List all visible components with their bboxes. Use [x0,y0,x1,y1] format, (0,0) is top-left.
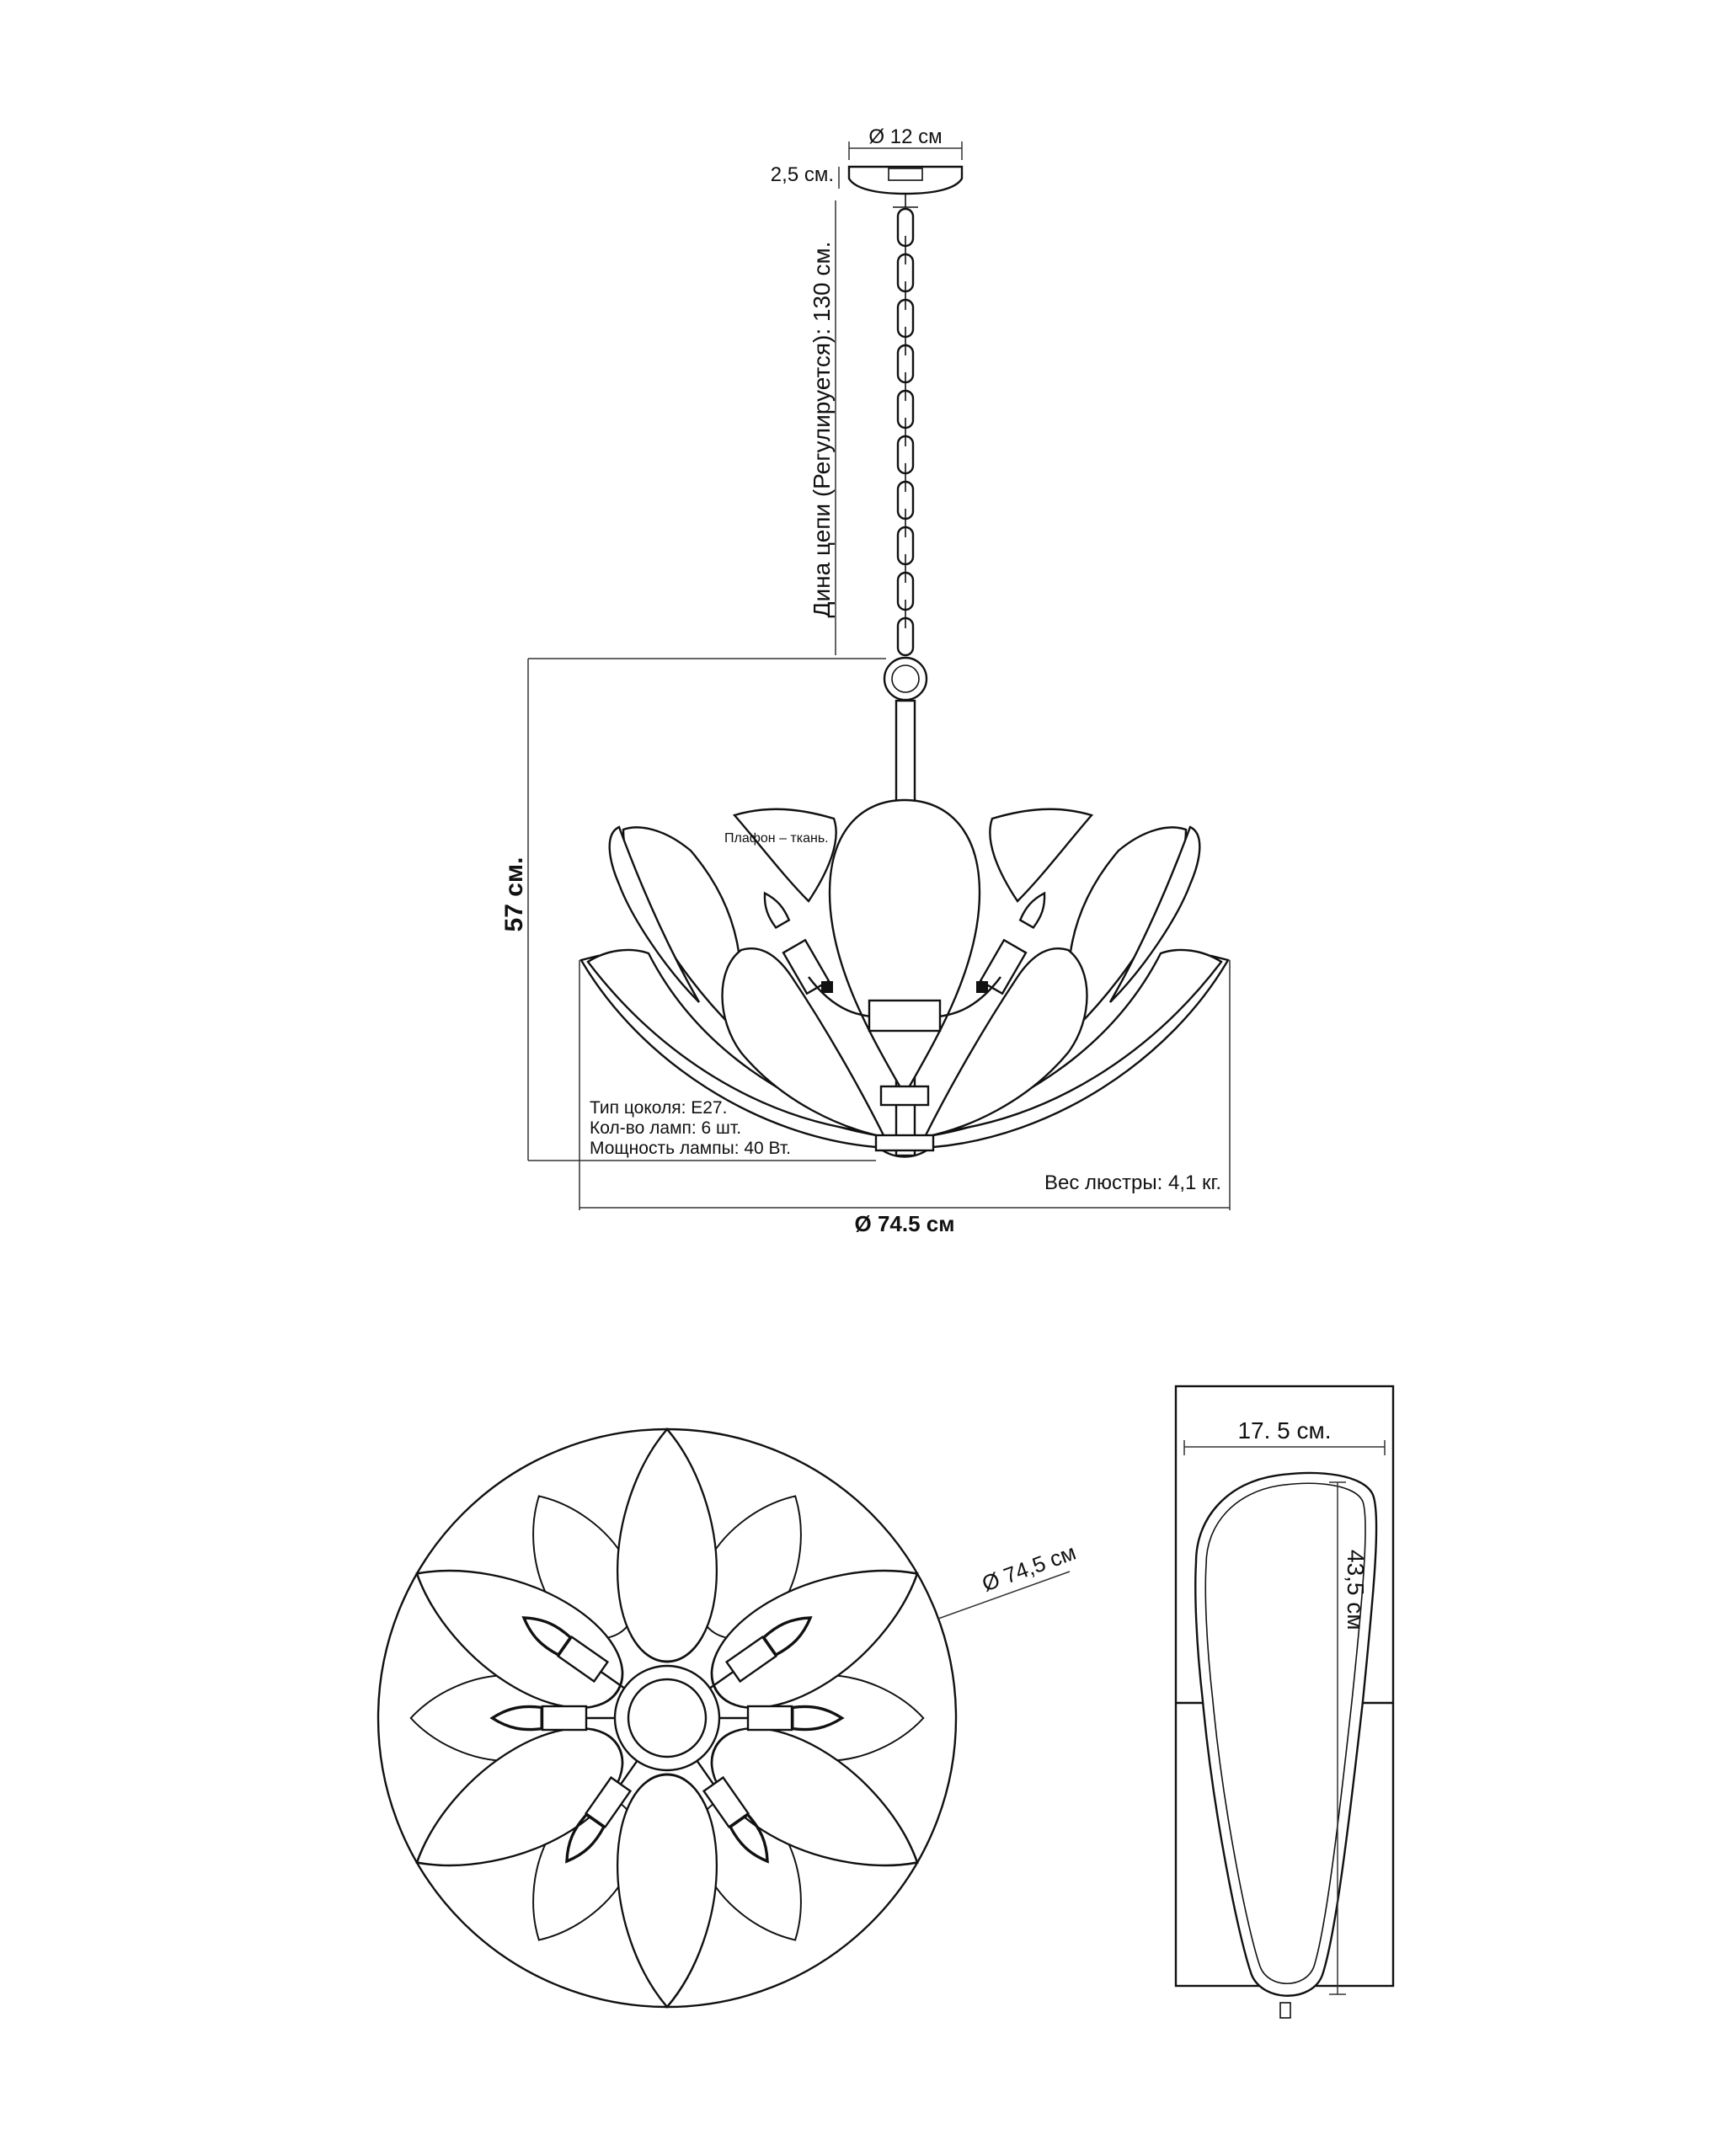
side-view [500,125,1230,1236]
top-view [378,1429,1079,2007]
center-hub-outer [615,1666,719,1770]
bottom-hub [876,1135,933,1150]
petal-width-label: 17. 5 см. [1237,1417,1332,1444]
ceiling-canopy [849,167,962,207]
arm-hub [869,1001,940,1031]
shade-note: Плафон – ткань. [724,831,829,846]
diameter-label: Ø 74.5 см [854,1211,955,1236]
canopy-height-label: 2,5 см. [770,163,834,186]
lamp-power-note: Мощность лампы: 40 Вт. [590,1139,791,1158]
petal-detail [1176,1386,1393,2018]
top-view-diameter-label: Ø 74,5 см [978,1539,1080,1597]
lower-collar [881,1086,928,1105]
socket-note: Тип цоколя: E27. [590,1098,728,1118]
suspension-ring-inner [892,665,919,692]
petal-length-label: 43,5 см [1343,1550,1369,1630]
weight-note: Вес люстры: 4,1 кг. [1044,1171,1221,1194]
suspension-ring [884,658,927,700]
chain [898,209,913,655]
petal-mount-pin [1280,2003,1290,2018]
lamp-count-note: Кол-во ламп: 6 шт. [590,1118,742,1138]
chain-length-label: Дина цепи (Регулируется): 130 см. [809,241,835,618]
canopy-diameter-label: Ø 12 см [868,125,943,148]
height-label: 57 см. [500,857,528,932]
